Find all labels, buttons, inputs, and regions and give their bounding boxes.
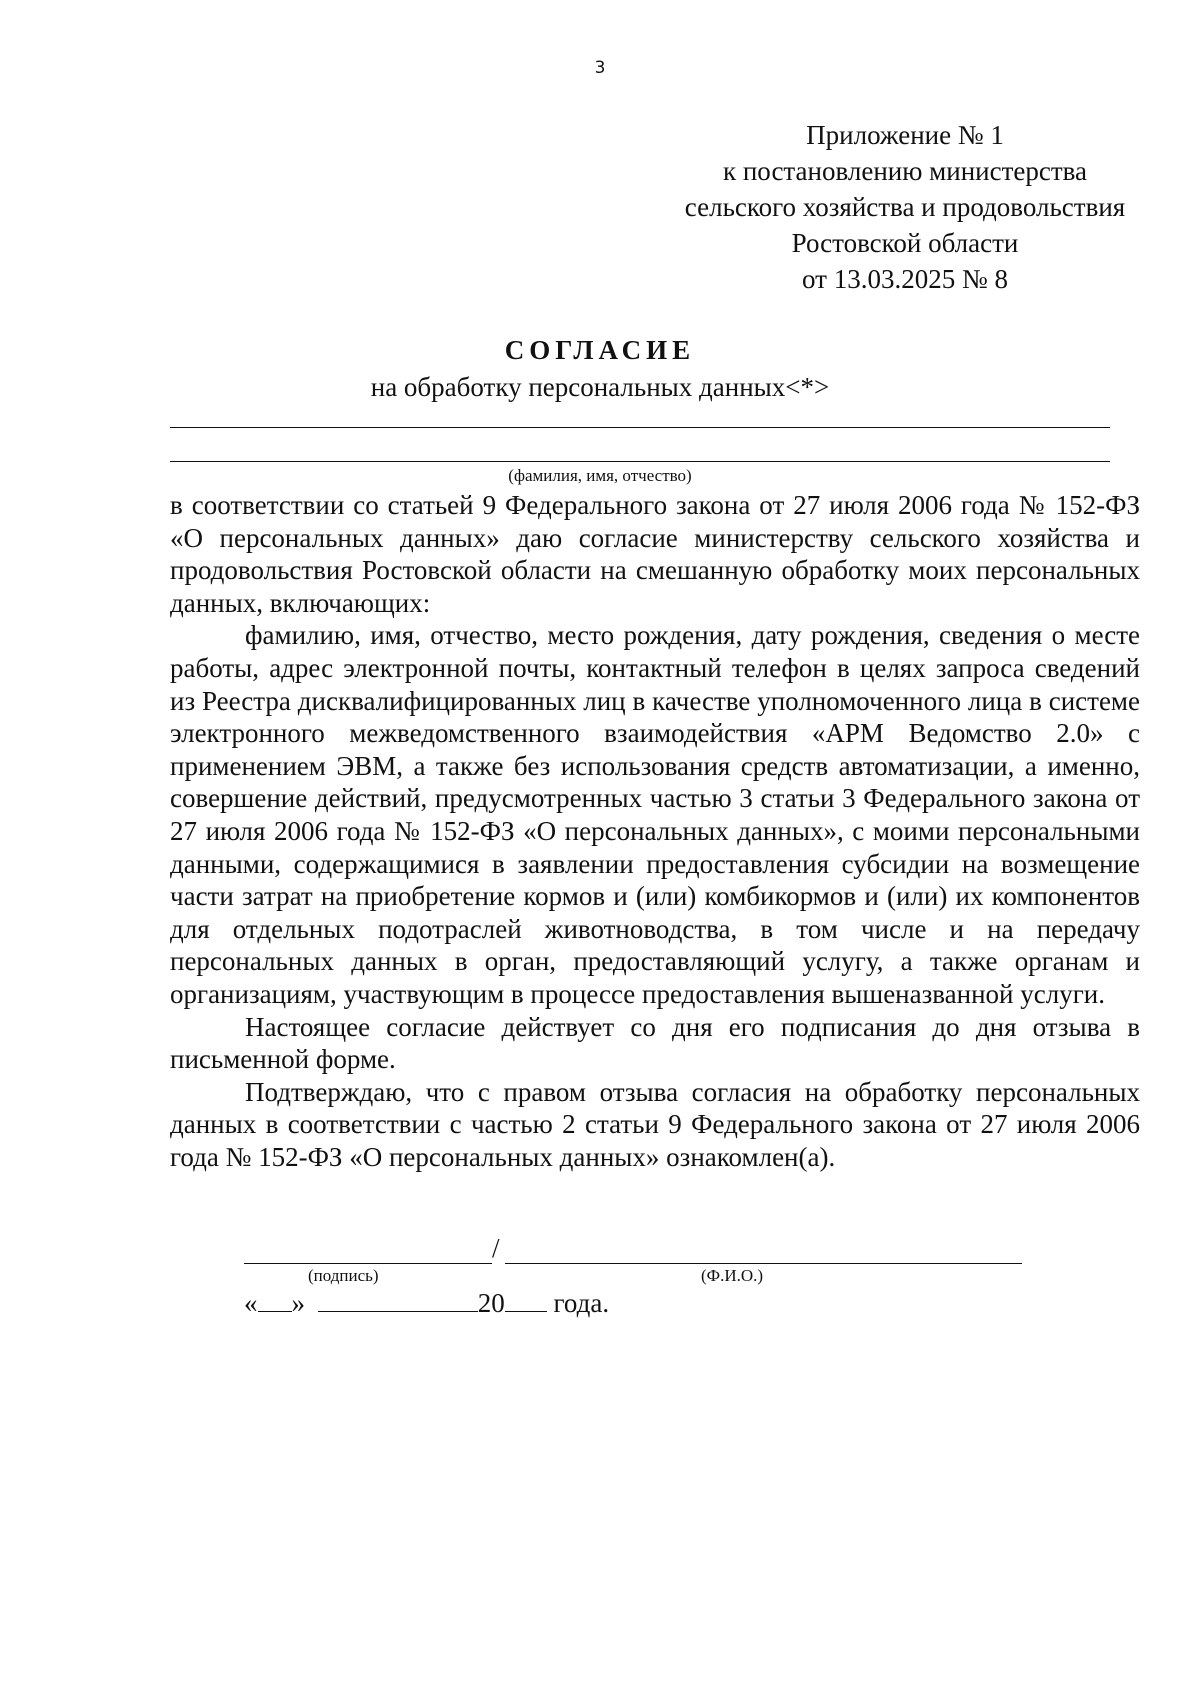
document-subtitle: на обработку персональных данных<*> [370, 372, 830, 402]
appendix-line: сельского хозяйства и продовольствия [684, 192, 1126, 222]
name-fill-line [170, 427, 1110, 428]
paragraph: в соответствии со статьей 9 Федерального закона от 27 июля 2006 года № 152-ФЗ «О персональных данных» даю согласие министерству сельского хозяйства и продовольствия Ростовской области на смешанную обработку моих персональных данных, включающих: [170, 490, 1140, 618]
signature-caption: (подпись) [308, 1266, 379, 1285]
date-line [244, 1287, 609, 1319]
paragraph: Подтверждаю, что с правом отзыва согласия на обработку персональных данных в соответствии с частью 2 статьи 9 Федерального закона от 27 июля 2006 года № 152-ФЗ «О персональных данных» ознакомлен(а). [170, 1076, 1140, 1172]
appendix-line: к постановлению министерства [722, 156, 1088, 186]
appendix-header [630, 117, 1180, 297]
year-blank [505, 1287, 547, 1312]
name-fill-line [170, 461, 1110, 462]
month-blank [318, 1287, 478, 1312]
appendix-line: от 13.03.2025 № 8 [802, 264, 1008, 294]
paragraph: фамилию, имя, отчество, место рождения, дату рождения, сведения о месте работы, адрес электронной почты, контактный телефон в целях запроса сведений из Реестра дисквалифицированных лиц в качестве уполномоченного лица в системе электронного межведомственного взаимодействия «АРМ Ведомство 2.0» с применением ЭВМ, а также без использования средств автоматизации, а именно, совершение действий, предусмотренных частью 3 статьи 3 Федерального закона от 27 июля 2006 года № 152-ФЗ «О персональных данных», с моими персональными данными, содержащимися в заявлении предоставления субсидии на возмещение части затрат на приобретение кормов и (или) комбикормов и (или) их компонентов для отдельных подотраслей животноводства, в том числе и на передачу персональных данных в орган, предоставляющий услугу, а также органам и организациям, участвующим в процессе предоставления вышеназванной услуги. [170, 620, 1140, 1009]
paragraph: Настоящее согласие действует со дня его подписания до дня отзыва в письменной форме. [170, 1011, 1140, 1075]
signature-fill-line [244, 1263, 492, 1264]
page-number: 3 [594, 58, 606, 78]
close-quote: » [291, 1288, 305, 1318]
appendix-line: Приложение № 1 [806, 120, 1004, 150]
signature-separator: / [492, 1233, 500, 1263]
document-title: СОГЛАСИЕ [504, 335, 696, 365]
name-caption: (фамилия, имя, отчество) [508, 466, 692, 485]
full-name-fill-line [505, 1263, 1022, 1264]
consent-body [170, 489, 1140, 1173]
appendix-line: Ростовской области [791, 228, 1019, 258]
year-prefix: 20 [477, 1288, 505, 1318]
date-suffix: года. [546, 1288, 610, 1318]
day-blank [258, 1287, 292, 1312]
open-quote: « [244, 1288, 258, 1318]
full-name-caption: (Ф.И.О.) [701, 1266, 764, 1285]
